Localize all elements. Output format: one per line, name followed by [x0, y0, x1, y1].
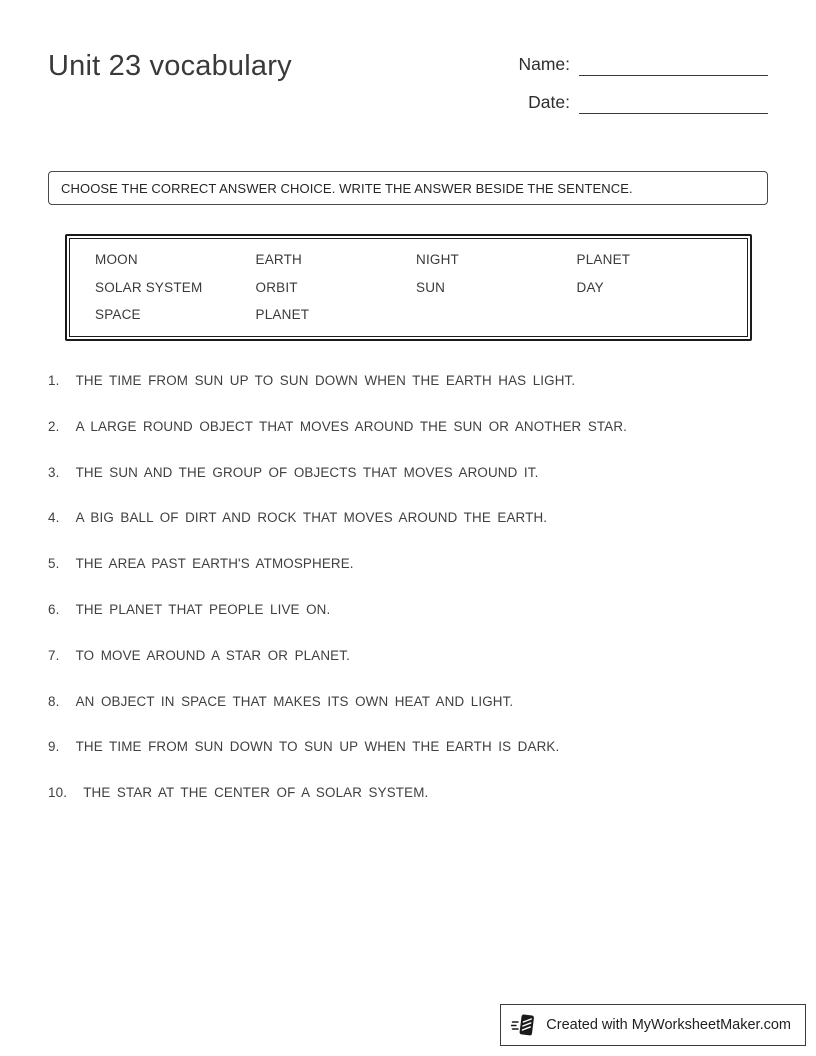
question-text: THE AREA PAST EARTH'S ATMOSPHERE. — [75, 556, 354, 572]
name-label: Name: — [518, 54, 570, 74]
question-number: 4. — [48, 510, 60, 526]
word-bank-inner — [69, 238, 748, 337]
instructions-box — [48, 171, 768, 205]
page-title: Unit 23 vocabulary — [48, 50, 292, 82]
word-bank-item: NIGHT — [416, 252, 459, 267]
question-number: 8. — [48, 693, 60, 709]
word-bank-item: DAY — [576, 279, 604, 295]
question-number: 3. — [48, 464, 60, 480]
question-text: AN OBJECT IN SPACE THAT MAKES ITS OWN HEAT AND LIGHT. — [75, 693, 514, 709]
question-row — [48, 603, 768, 617]
word-bank-item: SUN — [416, 279, 446, 295]
question-text: THE STAR AT THE CENTER OF A SOLAR SYSTEM. — [83, 785, 429, 801]
question-row — [48, 695, 768, 709]
word-bank-item: ORBIT — [255, 279, 298, 295]
question-text: THE TIME FROM SUN UP TO SUN DOWN WHEN THE EARTH HAS LIGHT. — [75, 373, 576, 388]
question-number: 1. — [48, 373, 60, 388]
question-number: 10. — [48, 785, 68, 801]
date-blank-line[interactable] — [579, 90, 768, 114]
worksheet-header — [48, 48, 768, 124]
word-bank-item: EARTH — [255, 252, 303, 267]
question-text: A BIG BALL OF DIRT AND ROCK THAT MOVES AROUND THE EARTH. — [75, 510, 548, 526]
question-row — [48, 374, 768, 388]
footer-credit-badge[interactable] — [500, 1004, 806, 1046]
question-row — [48, 420, 768, 434]
question-text: THE TIME FROM SUN DOWN TO SUN UP WHEN THE EARTH IS DARK. — [75, 739, 560, 755]
word-bank-item: SOLAR SYSTEM — [95, 279, 203, 295]
question-number: 9. — [48, 739, 60, 755]
date-field-row — [518, 86, 768, 114]
question-row — [48, 466, 768, 480]
question-number: 6. — [48, 601, 60, 617]
name-field-row — [518, 48, 768, 76]
word-bank-item: PLANET — [255, 307, 310, 322]
questions-list — [48, 374, 768, 800]
instructions-text: CHOOSE THE CORRECT ANSWER CHOICE. WRITE THE ANSWER BESIDE THE SENTENCE. — [61, 181, 633, 196]
question-number: 7. — [48, 647, 60, 663]
flying-worksheet-icon — [511, 1012, 537, 1038]
question-text: TO MOVE AROUND A STAR OR PLANET. — [75, 647, 350, 663]
question-row — [48, 740, 768, 754]
word-bank-item: SPACE — [95, 307, 141, 322]
question-row — [48, 786, 768, 800]
question-row — [48, 511, 768, 525]
question-number: 2. — [48, 418, 60, 434]
question-number: 5. — [48, 556, 60, 572]
date-label: Date: — [528, 92, 570, 112]
question-text: THE PLANET THAT PEOPLE LIVE ON. — [75, 601, 331, 617]
name-blank-line[interactable] — [579, 52, 768, 76]
question-text: THE SUN AND THE GROUP OF OBJECTS THAT MOVES AROUND IT. — [75, 464, 539, 480]
name-date-fields — [518, 48, 768, 124]
question-row — [48, 557, 768, 571]
word-bank-item: MOON — [95, 252, 138, 267]
word-bank-item: PLANET — [576, 252, 631, 267]
question-text: A LARGE ROUND OBJECT THAT MOVES AROUND THE SUN OR ANOTHER STAR. — [75, 418, 628, 434]
word-bank — [65, 234, 752, 341]
question-row — [48, 649, 768, 663]
footer-credit-text: Created with MyWorksheetMaker.com — [546, 1017, 791, 1033]
